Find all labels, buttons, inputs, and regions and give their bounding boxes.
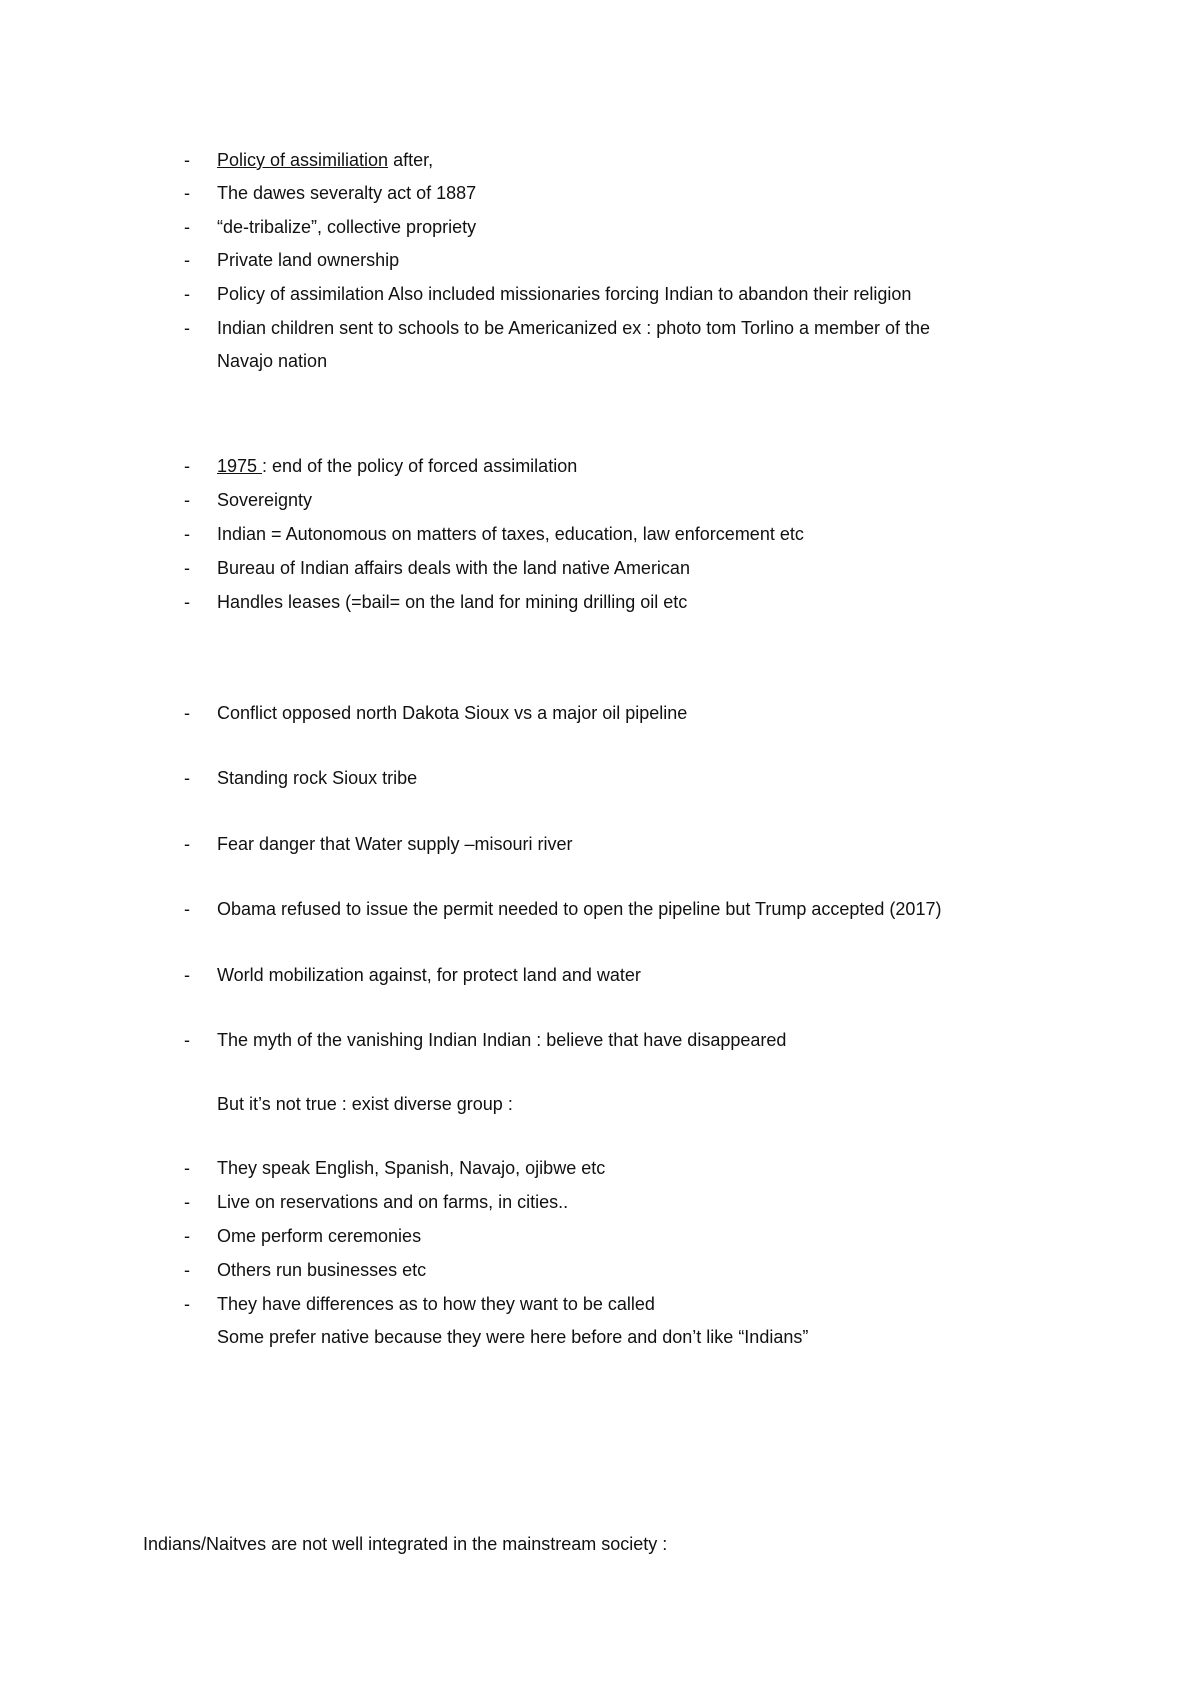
- bullet-dash: -: [184, 1192, 190, 1212]
- bullet-dash: -: [184, 1158, 190, 1178]
- bullet-dash: -: [184, 1030, 190, 1050]
- bullet-dash: -: [184, 1294, 190, 1314]
- bullet-dash: -: [184, 524, 190, 544]
- bullet-dash: -: [184, 284, 190, 304]
- bullet-dash: -: [184, 456, 190, 476]
- list-item: Policy of assimilation Also included missionaries forcing Indian to abandon their religion: [217, 284, 912, 304]
- bullet-dash: -: [184, 1226, 190, 1246]
- list-item: [217, 455, 577, 477]
- note-text: But it’s not true : exist diverse group :: [217, 1094, 513, 1114]
- bullet-dash: -: [184, 558, 190, 578]
- bullet-dash: -: [184, 318, 190, 338]
- bullet-dash: -: [184, 703, 190, 723]
- list-item: Live on reservations and on farms, in cities..: [217, 1192, 569, 1212]
- list-item: The myth of the vanishing Indian Indian : believe that have disappeared: [217, 1030, 787, 1050]
- bullet-dash: -: [184, 965, 190, 985]
- list-item-continuation: Some prefer native because they were here before and don’t like “Indians”: [217, 1327, 809, 1347]
- list-item: Obama refused to issue the permit needed to open the pipeline but Trump accepted (2017): [217, 899, 942, 919]
- list-item: Standing rock Sioux tribe: [217, 768, 418, 788]
- list-item: [217, 149, 433, 171]
- list-item: Bureau of Indian affairs deals with the land native American: [217, 558, 690, 578]
- list-item: Handles leases (=bail= on the land for mining drilling oil etc: [217, 592, 688, 612]
- list-item: “de-tribalize”, collective propriety: [217, 217, 477, 237]
- list-item: Ome perform ceremonies: [217, 1226, 422, 1246]
- bullet-dash: -: [184, 183, 190, 203]
- bullet-dash: -: [184, 490, 190, 510]
- list-item: Others run businesses etc: [217, 1260, 427, 1280]
- bullet-dash: -: [184, 217, 190, 237]
- list-item-continuation: Navajo nation: [217, 351, 328, 371]
- list-item: They speak English, Spanish, Navajo, ojibwe etc: [217, 1158, 606, 1178]
- list-item: World mobilization against, for protect land and water: [217, 965, 641, 985]
- list-item: The dawes severalty act of 1887: [217, 183, 477, 203]
- bullet-dash: -: [184, 768, 190, 788]
- list-item: Fear danger that Water supply –misouri river: [217, 834, 573, 854]
- underlined-year: 1975: [217, 456, 263, 476]
- list-item: They have differences as to how they want to be called: [217, 1294, 655, 1314]
- list-item: Sovereignty: [217, 490, 313, 510]
- list-item: Indian = Autonomous on matters of taxes, education, law enforcement etc: [217, 524, 804, 544]
- list-item: Conflict opposed north Dakota Sioux vs a major oil pipeline: [217, 703, 688, 723]
- bullet-dash: -: [184, 250, 190, 270]
- bullet-dash: -: [184, 1260, 190, 1280]
- closing-statement: Indians/Naitves are not well integrated in the mainstream society :: [143, 1534, 668, 1554]
- bullet-dash: -: [184, 899, 190, 919]
- bullet-dash: -: [184, 592, 190, 612]
- list-item: Indian children sent to schools to be Americanized ex : photo tom Torlino a member of the: [217, 318, 931, 338]
- list-item-text: after,: [388, 150, 434, 170]
- list-item-text: : end of the policy of forced assimilation: [262, 456, 578, 476]
- list-item: Private land ownership: [217, 250, 400, 270]
- underlined-term: Policy of assimiliation: [217, 150, 389, 170]
- bullet-dash: -: [184, 834, 190, 854]
- bullet-dash: -: [184, 150, 190, 170]
